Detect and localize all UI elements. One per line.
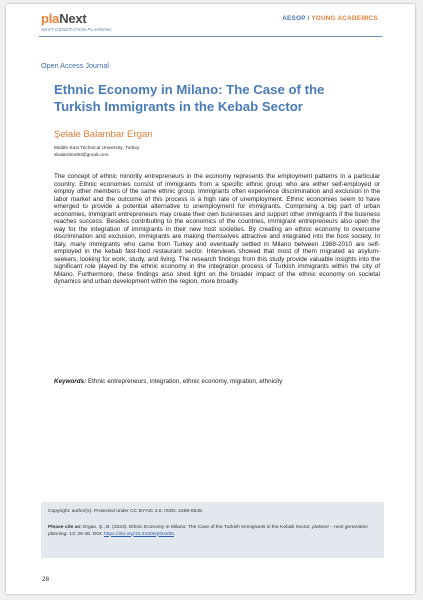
citation-box [41,502,384,558]
copyright-notice: Copyright: author(s). Protected under CC BY-NC 4.0. ISSN: 2468-0648. [48,509,204,514]
keywords [54,378,380,385]
logo-part-pla: pla [41,11,60,26]
keywords-label: Keywords: [54,378,87,385]
cite-end: . [173,531,176,537]
citation [48,525,374,538]
author-name: Şelale Balambar Ergan [54,129,153,140]
author-affiliation: Middle East Technical University, Turkey [54,146,140,151]
journal-series-separator: / [305,15,312,22]
cite-text-1: Ergan, Ş., B. (2023). Ethnic Economy in Milano: The Case of the Turkish Immigrants in the Kebab Sector, [81,525,313,530]
abstract: The concept of ethnic minority entrepreneurs in the economy represents the employment patterns in a particular country. Ethnic economies consist of immigrants from a specific ethnic group who are either self-employed or employ other members of the same ethnic group. Immigrants often experience discrimination and exclusion in the labor market and the outcome of this process is a high rate of unemployment. Ethnic economies seem to have emerged to provide a potential alternative to unemployment for immigrants. Comprising a big part of urban economies, immigrant entrepreneurs may create their own businesses and support other immigrants if the business reaches success. Besides contributing to the economics of the countries, immigrant entrepreneurs also open the way for the integration of immigrants in their new host societies. By creating an ethnic economy to overcome discrimination and exclusion, immigrants are making themselves attractive and integrated into the host society. In Italy, many immigrants who came from Turkey and eventually settled in Milano between 1988-2010 are self-employed in the kebab fast-food restaurant sector. Interviews showed that most of them migrated as asylum-seekers, looking for work, study, and living. The research findings from this study provide valuable insights into the significant role played by the ethnic economy in the integration process of Turkish immigrants within the city of Milano. Furthermore, these findings also shed light on the broader impact of the ethnic economy on societal dynamics and urban development within the region, more broadly. [54,173,380,285]
cite-text-2: . 13: 28-46. DOI: [66,531,105,537]
cite-journal: plaNext – next generation planning [48,525,368,537]
journal-series [282,15,378,22]
paper-page [6,4,415,594]
header-rule [39,36,382,37]
journal-logo [41,12,87,26]
journal-series-aesop: AESOP [282,15,306,22]
cite-label: Please cite as: [48,525,82,530]
keywords-list: Ethnic entrepreneurs, integration, ethnic economy, migration, ethnicity [86,378,283,385]
journal-series-young-academics: YOUNG ACADEMICS [311,15,378,22]
logo-part-next: Next [59,11,87,26]
page-number: 28 [42,576,50,583]
author-email[interactable]: sbalambar90@gmail.com [54,153,109,158]
doi-link[interactable]: https://doi.org/10.24306/plnxt/85 [104,531,174,537]
logo-subtitle: NEXT GENERATION PLANNING [41,27,112,32]
article-title: Ethnic Economy in Milano: The Case of the Turkish Immigrants in the Kebab Sector [54,82,325,114]
open-access-label: Open Access Journal [41,61,109,70]
